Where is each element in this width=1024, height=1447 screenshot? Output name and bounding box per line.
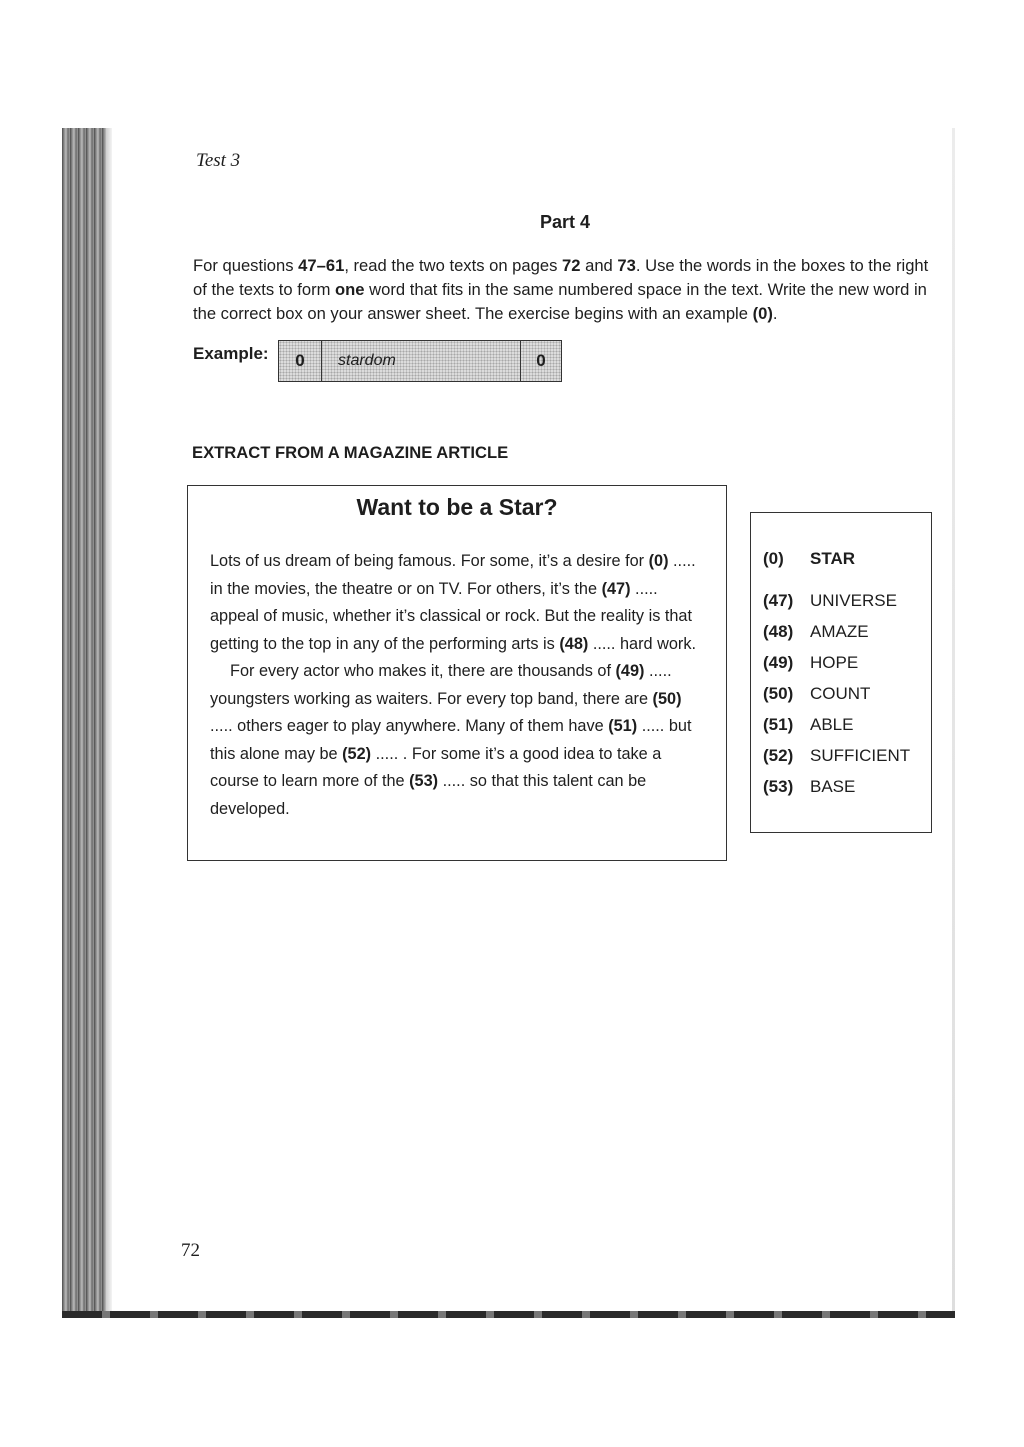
word-box-item — [763, 622, 869, 642]
stem-word: STAR — [810, 549, 856, 568]
page-ref: 73 — [617, 256, 636, 275]
instructions — [193, 254, 941, 326]
stem-word: ABLE — [810, 715, 854, 734]
stem-word: UNIVERSE — [810, 591, 897, 610]
word-number: (47) — [763, 591, 794, 610]
gap-marker: (0) — [648, 552, 669, 570]
gap-marker: (52) — [342, 744, 372, 763]
word-box-item — [763, 715, 853, 735]
instructions-text: and — [580, 256, 618, 275]
word-box-item — [763, 684, 870, 704]
instructions-text: , read the two texts on pages — [344, 256, 563, 275]
stem-word: BASE — [810, 777, 856, 796]
test-label: Test 3 — [196, 150, 241, 171]
book-spine-shadow — [62, 128, 106, 1318]
article-text-run: ..... others eager to play anywhere. Many of them have — [210, 717, 609, 735]
stem-word: SUFFICIENT — [810, 746, 911, 765]
example-label: Example: — [193, 344, 269, 363]
article-text — [210, 548, 706, 823]
word-number: (50) — [763, 684, 794, 703]
example-word: stardom — [338, 352, 396, 369]
gap-marker: (50) — [652, 689, 682, 708]
stem-word: AMAZE — [810, 622, 869, 641]
gap-marker: (47) — [601, 579, 631, 598]
article-text-run: ..... hard work. — [588, 634, 696, 653]
question-range: 47–61 — [298, 256, 345, 275]
spine-edge — [106, 128, 112, 1318]
article-paragraph-1 — [210, 548, 706, 658]
article-box — [187, 485, 727, 861]
part-title: Part 4 — [540, 212, 591, 232]
example-answer-number: 0 — [520, 341, 561, 381]
word-box-item — [763, 653, 858, 673]
article-text-run: ..... . For some it’s a good idea to take a course to learn more of the — [210, 744, 662, 790]
gap-marker: (51) — [608, 717, 638, 735]
gap-marker: (49) — [615, 662, 645, 680]
extract-heading: EXTRACT FROM A MAGAZINE ARTICLE — [192, 443, 509, 462]
word-box-item — [763, 549, 855, 569]
word-number: (0) — [763, 549, 784, 568]
gap-marker: (48) — [559, 634, 589, 653]
word-number: (53) — [763, 777, 794, 796]
word-box-item — [763, 746, 910, 766]
article-title: Want to be a Star? — [356, 494, 558, 520]
instructions-text: . Use the words in the boxes to the right of the texts to form — [193, 256, 929, 299]
instructions-text: . — [772, 304, 778, 323]
word-box-item — [763, 777, 855, 797]
article-text-run: For every actor who makes it, there are thousands of — [230, 662, 616, 680]
gap-marker: (53) — [409, 772, 439, 790]
bottom-rule — [62, 1311, 955, 1318]
article-text-run: ..... so that this talent can be developed. — [210, 772, 647, 818]
example-answer-box — [278, 340, 562, 382]
word-number: (51) — [763, 715, 794, 734]
article-text-run: ..... in the movies, the theatre or on TV. For others, it’s the — [210, 552, 696, 598]
example-number: 0 — [279, 341, 322, 381]
stem-word: COUNT — [810, 684, 871, 703]
word-number: (49) — [763, 653, 794, 672]
word-number: (52) — [763, 746, 794, 765]
article-text-run: ..... but this alone may be — [210, 717, 692, 763]
example-ref: (0) — [752, 304, 773, 323]
instructions-text: word that fits in the same numbered space in the text. Write the new word in the correct box on your answer sheet. The exercise begins with an example — [193, 280, 927, 323]
page-edge — [952, 128, 955, 1318]
page-number: 72 — [181, 1240, 200, 1261]
emphasis-one: one — [335, 280, 365, 299]
word-box-item — [763, 591, 897, 611]
article-text-run: ..... appeal of music, whether it’s classical or rock. But the reality is that getting to the top in any of the performing arts is — [210, 579, 693, 653]
word-box — [750, 512, 932, 833]
article-paragraph-2 — [210, 658, 706, 823]
word-number: (48) — [763, 622, 794, 641]
stem-word: HOPE — [810, 653, 859, 672]
article-text-run: Lots of us dream of being famous. For some, it’s a desire for — [210, 552, 649, 570]
page-ref: 72 — [562, 256, 581, 275]
instructions-text: For questions — [193, 256, 299, 275]
article-text-run: ..... youngsters working as waiters. For every top band, there are — [210, 662, 672, 708]
